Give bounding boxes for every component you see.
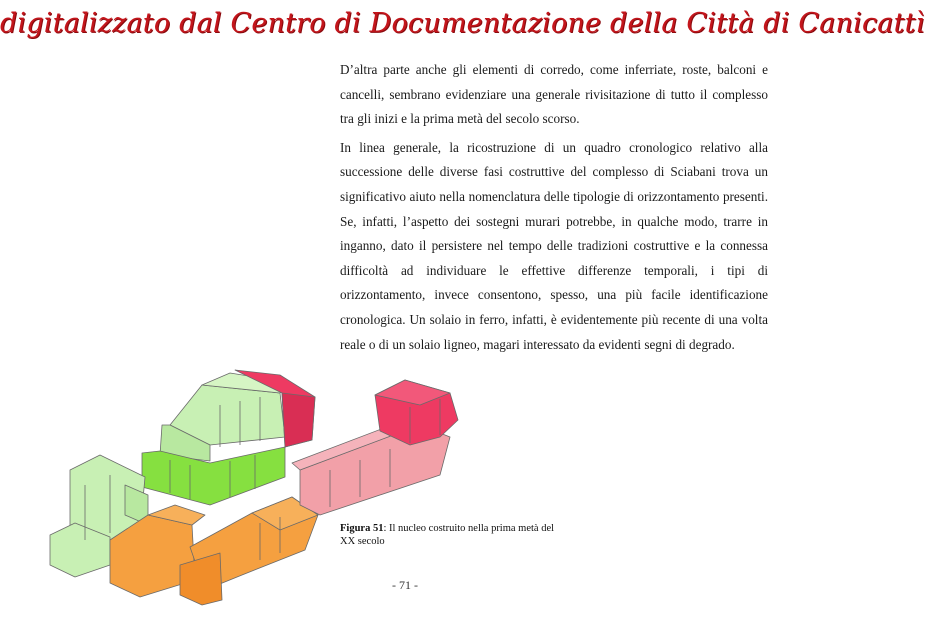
body-text <box>340 58 768 359</box>
figure-caption-text: : Il nucleo costruito nella prima metà del XX secolo <box>340 523 555 547</box>
figure-caption <box>340 522 570 548</box>
figure-label: Figura 51 <box>340 523 384 534</box>
page-number: - 71 - <box>392 578 418 592</box>
paragraph-1: D’altra parte anche gli elementi di corredo, come inferriate, roste, balconi e cancelli, sembrano evidenziare una generale rivisitazione di tutto il complesso tra gli inizi e la prima metà del secolo scorso. <box>340 62 768 127</box>
digitization-banner: digitalizzato dal Centro di Documentazione della Città di Canicattì <box>0 8 925 39</box>
paragraph-2: In linea generale, la ricostruzione di un quadro cronologico relativo alla successione delle diverse fasi costruttive del complesso di Sciabani trova un significativo aiuto nella nomenclatura delle tipologie di orizzontamento presenti. Se, infatti, l’aspetto dei sostegni murari potrebbe, in qualche modo, trarre in inganno, dato il persistere nel tempo delle tradizioni costruttive e la connessa difficoltà ad individuare le effettive differenze temporali, i tipi di orizzontamento, invece consentono, spesso, una più facile identificazione cronologica. Un solaio in ferro, infatti, è evidentemente più recente di una volta reale o di un solaio ligneo, magari interessato da evidenti segni di degrado. <box>340 139 768 352</box>
upper-block-bright-green <box>142 447 285 505</box>
building-axonometric-figure <box>30 365 460 610</box>
